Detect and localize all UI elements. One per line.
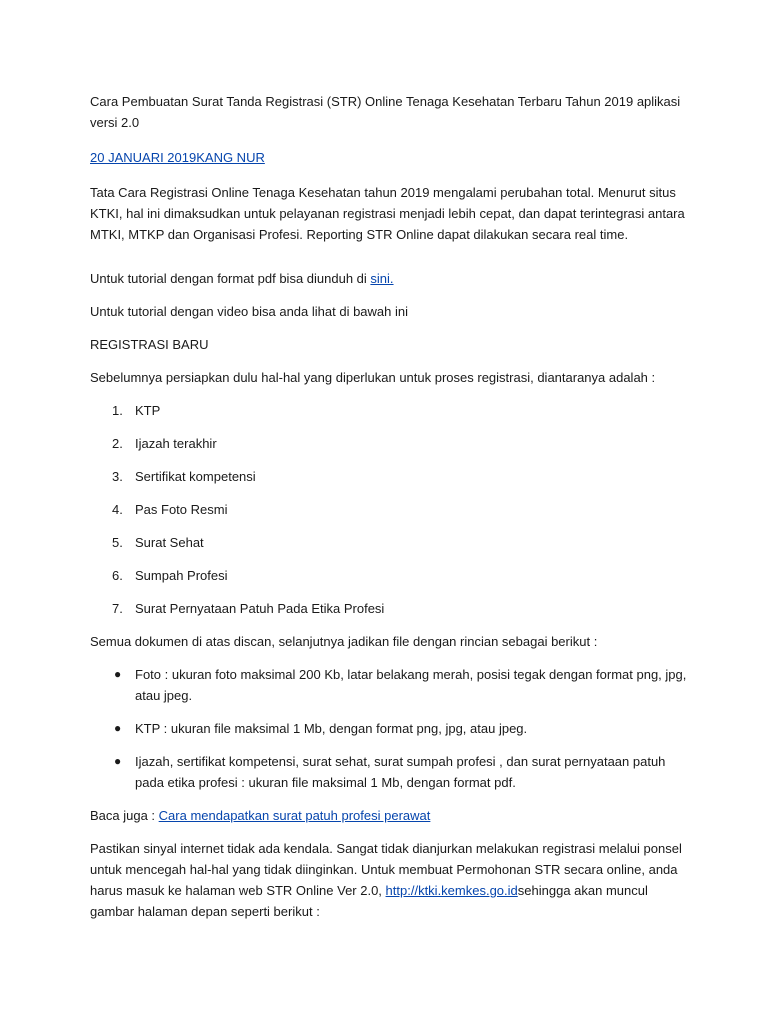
ktki-website-link[interactable]: http://ktki.kemkes.go.id (385, 883, 518, 898)
file-rules-list (90, 664, 690, 793)
list-item-label: Surat Pernyataan Patuh Pada Etika Profesi (135, 601, 385, 616)
video-tutorial-line: Untuk tutorial dengan video bisa anda lihat di bawah ini (90, 304, 408, 319)
date-author-link[interactable]: 20 JANUARI 2019KANG NUR (90, 150, 265, 165)
article-title: Cara Pembuatan Surat Tanda Registrasi (STR) Online Tenaga Kesehatan Terbaru Tahun 2019 aplikasi versi 2.0 (90, 94, 681, 130)
list-item (90, 499, 690, 520)
list-item (90, 751, 690, 793)
list-item (90, 532, 690, 553)
see-also-link[interactable]: Cara mendapatkan surat patuh profesi perawat (158, 808, 431, 823)
list-number: 2. (112, 436, 123, 451)
list-number: 7. (112, 601, 123, 616)
scan-paragraph: Semua dokumen di atas discan, selanjutnya jadikan file dengan rincian sebagai berikut : (90, 634, 598, 649)
list-item-label: Sertifikat kompetensi (135, 469, 256, 484)
closing-paragraph (90, 838, 690, 922)
list-item-text: Ijazah, sertifikat kompetensi, surat sehat, surat sumpah profesi , dan surat pernyataan patuh pada etika profesi : ukuran file maksimal 1 Mb, dengan format pdf. (135, 754, 666, 790)
list-number: 4. (112, 502, 123, 517)
pdf-tutorial-text: Untuk tutorial dengan format pdf bisa diunduh di (90, 271, 371, 286)
list-item-label: Pas Foto Resmi (135, 502, 228, 517)
date-author-line (90, 147, 690, 168)
list-item (90, 598, 690, 619)
list-item (90, 565, 690, 586)
list-number: 1. (112, 403, 123, 418)
list-item-label: Sumpah Profesi (135, 568, 228, 583)
prepare-paragraph: Sebelumnya persiapkan dulu hal-hal yang diperlukan untuk proses registrasi, diantaranya adalah : (90, 370, 656, 385)
closing-text-end: sehingga akan muncul gambar halaman depan seperti berikut : (90, 883, 648, 919)
list-item (90, 664, 690, 706)
bullet-icon: ● (114, 754, 122, 768)
list-item-label: Ijazah terakhir (135, 436, 217, 451)
list-item-label: Surat Sehat (135, 535, 204, 550)
closing-text-start: Pastikan sinyal internet tidak ada kendala. Sangat tidak dianjurkan melakukan registrasi melalui ponsel untuk mencegah hal-hal yang tidak diinginkan. Untuk membuat Permohonan STR secara online, anda harus masuk ke halaman web STR Online Ver 2.0, (90, 841, 682, 898)
list-item (90, 400, 690, 421)
list-item (90, 433, 690, 454)
list-item-label: KTP (135, 403, 161, 418)
bullet-icon: ● (114, 721, 122, 735)
bullet-icon: ● (114, 667, 122, 681)
section-heading: REGISTRASI BARU (90, 337, 209, 352)
list-number: 3. (112, 469, 123, 484)
list-number: 6. (112, 568, 123, 583)
pdf-tutorial-line (90, 268, 690, 289)
pdf-download-link[interactable]: sini. (370, 271, 394, 286)
list-item (90, 466, 690, 487)
list-item (90, 718, 690, 739)
intro-paragraph: Tata Cara Registrasi Online Tenaga Kesehatan tahun 2019 mengalami perubahan total. Menurut situs KTKI, hal ini dimaksudkan untuk pelayanan registrasi menjadi lebih cepat, dan dapat terintegrasi antara MTKI, MTKP dan Organisasi Profesi. Reporting STR Online dapat dilakukan secara real time. (90, 185, 685, 242)
see-also-label: Baca juga : (90, 808, 159, 823)
requirements-list (90, 400, 690, 619)
list-item-text: Foto : ukuran foto maksimal 200 Kb, latar belakang merah, posisi tegak dengan format png, jpg, atau jpeg. (135, 667, 687, 703)
list-number: 5. (112, 535, 123, 550)
see-also-line (90, 805, 690, 826)
list-item-text: KTP : ukuran file maksimal 1 Mb, dengan format png, jpg, atau jpeg. (135, 721, 528, 736)
article-body (90, 91, 690, 934)
